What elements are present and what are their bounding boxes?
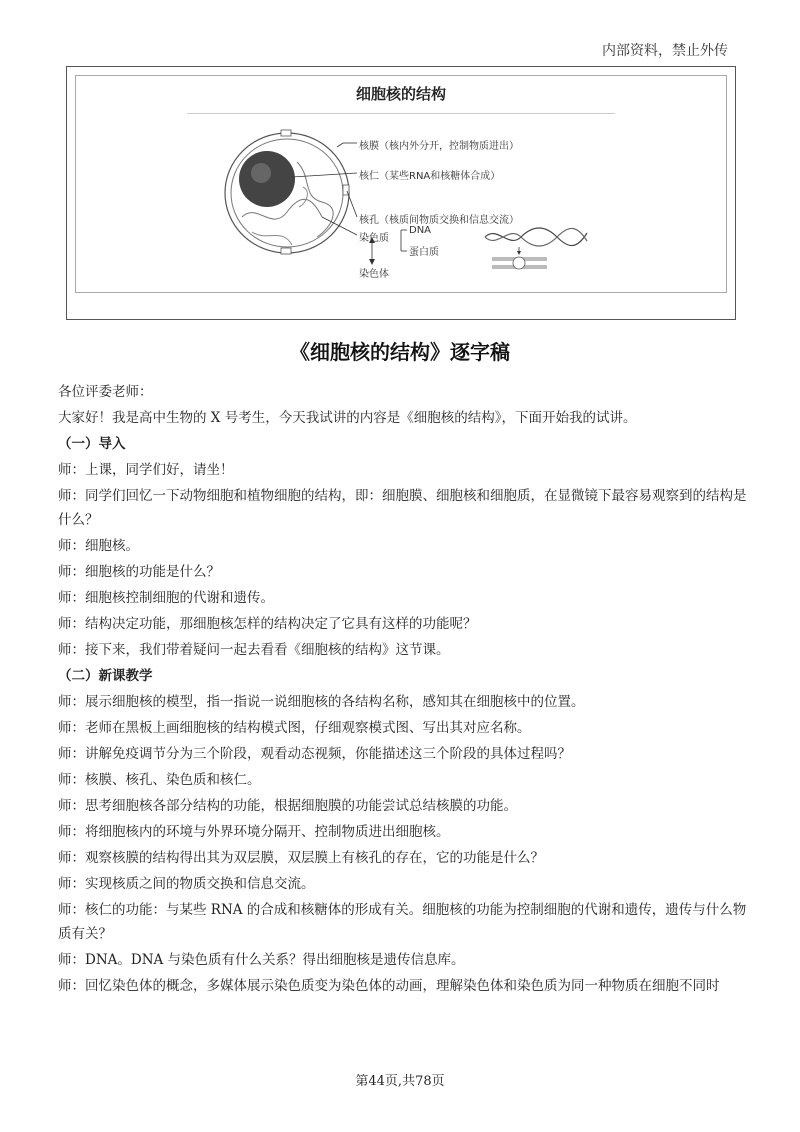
label-chromatin: 染色质	[359, 233, 389, 244]
header-note: 内部资料，禁止外传	[602, 43, 728, 59]
label-chromosome: 染色体	[359, 269, 389, 280]
paragraph: 师：将细胞核内的环境与外界环境分隔开、控制物质进出细胞核。	[58, 824, 450, 840]
paragraph: 师：细胞核。	[58, 538, 139, 554]
paragraph: 师：核膜、核孔、染色质和核仁。	[58, 772, 261, 788]
paragraph: 各位评委老师：	[58, 384, 153, 400]
paragraph: 师：DNA。DNA 与染色质有什么关系？得出细胞核是遗传信息库。	[58, 952, 465, 968]
nuclear-pore	[281, 248, 291, 254]
paragraph: 师：思考细胞核各部分结构的功能，根据细胞膜的功能尝试总结核膜的功能。	[58, 798, 517, 814]
figure-frame	[66, 66, 736, 320]
label-nuclear-membrane: 核膜（核内外分开，控制物质进出）	[359, 141, 519, 152]
paragraph: 师：老师在黑板上画细胞核的结构模式图，仔细观察模式图、写出其对应名称。	[58, 720, 531, 736]
label-dna: DNA	[409, 225, 432, 236]
paragraph: 师：细胞核的功能是什么？	[58, 564, 220, 580]
paragraph: 师：回忆染色体的概念，多媒体展示染色质变为染色体的动画，理解染色体和染色质为同一种物质在细胞不同时	[58, 978, 720, 994]
section-heading: （二）新课教学	[58, 668, 153, 684]
chromosome-sketch	[513, 257, 525, 269]
chromatin-strand	[252, 232, 292, 245]
figure-title: 细胞核的结构	[355, 85, 446, 103]
document-title: 《细胞核的结构》逐字稿	[290, 340, 510, 364]
paragraph: 师：讲解免疫调节分为三个阶段，观看动态视频，你能描述这三个阶段的具体过程吗？	[58, 746, 571, 762]
nuclear-pore	[281, 130, 291, 136]
paragraph: 师：核仁的功能：与某些 RNA 的合成和核糖体的形成有关。细胞核的功能为控制细胞的代谢和遗传，遗传与什么物质有关？	[58, 902, 747, 942]
page-footer: 第44页,共78页	[355, 1074, 445, 1089]
paragraph: 师：实现核质之间的物质交换和信息交流。	[58, 876, 315, 892]
section-heading: （一）导入	[58, 436, 126, 452]
paragraph: 师：结构决定功能，那细胞核怎样的结构决定了它具有这样的功能呢？	[58, 616, 477, 632]
paragraph: 大家好！我是高中生物的 X 号考生，今天我试讲的内容是《细胞核的结构》，下面开始我的试讲。	[58, 410, 637, 426]
document-body	[58, 380, 748, 1000]
paragraph: 师：观察核膜的结构得出其为双层膜，双层膜上有核孔的存在，它的功能是什么？	[58, 850, 544, 866]
label-nucleolus: 核仁（某些RNA和核糖体合成）	[359, 171, 501, 182]
chromatin-strand	[299, 187, 307, 207]
label-protein: 蛋白质	[409, 247, 439, 258]
dna-helix	[485, 228, 587, 246]
paragraph: 师：接下来，我们带着疑问一起去看看《细胞核的结构》这节课。	[58, 642, 450, 658]
nucleus-diagram	[67, 67, 737, 321]
dna-helix	[485, 228, 587, 246]
label-nuclear-pore: 核孔（核质间物质交换和信息交流）	[359, 215, 519, 226]
paragraph: 师：展示细胞核的模型，指一指说一说细胞核的各结构名称，感知其在细胞核中的位置。	[58, 694, 585, 710]
paragraph: 师：上课，同学们好，请坐！	[58, 462, 234, 478]
paragraph: 师：细胞核控制细胞的代谢和遗传。	[58, 590, 274, 606]
paragraph: 师：同学们回忆一下动物细胞和植物细胞的结构，即：细胞膜、细胞核和细胞质，在显微镜下最容易观察到的结构是什么？	[58, 488, 747, 528]
